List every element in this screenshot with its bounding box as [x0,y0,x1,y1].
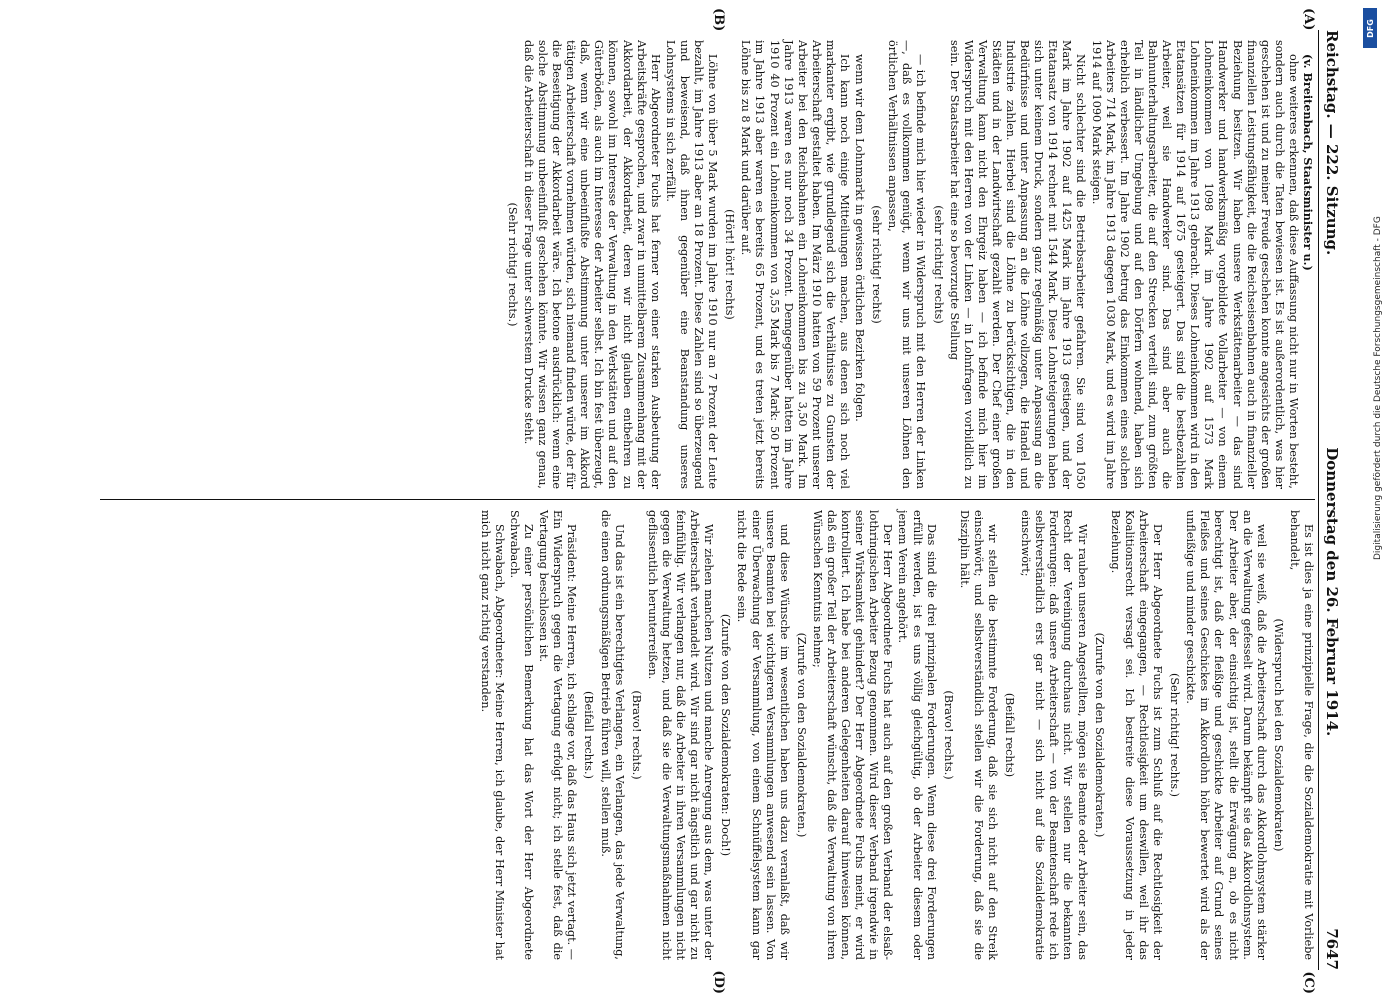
paragraph: — ich befinde mich hier wieder in Widerspruch mit den Herren der Linken —, daß es vollkommen genügt, wenn wir uns mit unseren Löhnen den örtlichen Verhältnissen anpassen, [886,40,928,489]
interjection: (sehr richtig! rechts) [931,205,945,324]
right-column [100,500,1316,994]
interjection: (Beifall rechts.) [582,691,596,779]
margin-mark-a: (A) [1301,8,1316,31]
paragraph: Ich kann noch einige Mitteilungen machen, aus denen sich noch viel markanter ergibt, wie grundlegend sich die Verhältnisse zu Gunsten der Arbeiterschaft gestaltet haben. Im März 1910 hatten von 59 Prozent unserer Arbeiter bei den Reichsbahnen ein Lohneinkommen bis zu 3,50 Mark. Im Jahre 1913 waren es nur noch 34 Prozent. Demgegenüber hatten im Jahre 1910 40 Prozent ein Lohneinkommen von 3,55 Mark bis 7 Mark: 50 Prozent im Jahre 1913 aber waren es bereits 65 Prozent, und es treten jetzt bereits Löhne bis zu 8 Mark und darüber auf. [739,40,851,489]
paragraph: Es ist dies ja eine prinzipielle Frage, die die Sozialdemokratie mit Vorliebe behandelt, [1287,510,1315,960]
interjection: (Hört! hört! rechts) [723,209,737,320]
paragraph: wenn wir dem Lohnmarkt in gewissen örtlichen Bezirken folgen. [853,54,867,422]
interjection: (Beifall rechts) [1003,692,1017,778]
interjection: (Widerspruch bei den Sozialdemokraten) [1271,618,1285,852]
margin-mark-d: (D) [711,970,726,994]
interjection: (Sehr richtig! rechts.) [1168,672,1182,798]
paragraph: ohne weiteres erkennen, daß diese Auffassung nicht nur in Worten besteht, sondern auch durch die Taten bewiesen ist. Es ist außerordentlich, was hier geschehen ist und zu meiner Freude geschehen konnte angesichts der großen finanziellen Leistungsfähigkeit, die die Reichseisenbahnen auch in finanzieller Beziehung besitzen. Wir haben unsere Werkstättenarbeiter — das sind Handwerker und handwerksmäßig vorgebildete Vollarbeiter — von einem Lohneinkommen von 1098 Mark im Jahre 1902 auf 1573 Mark Lohneinkommen im Jahre 1913 gebracht. Dieses Lohneinkommen wird in den Etatansätzen für 1914 auf 1675 gesteigert. Das sind die bestbezahlten Arbeiter, weil sie Handwerker sind. Das sind aber auch die Bahnunterhaltungsarbeiter, die auf den Strecken verteilt sind, zum größten Teil in ländlicher Umgebung und auf den Dörfern wohnend, haben sich erheblich verbessert. Im Jahre 1902 betrug das Einkommen eines solchen Arbeiters 714 Mark, im Jahre 1913 dagegen 1030 Mark, und es wird im Jahre 1914 auf 1090 Mark steigen. [1089,40,1300,489]
header-left [1323,30,1341,255]
interjection: (Zurufe von den Sozialdemokraten: Doch!) [719,613,733,857]
paragraph: Wir ziehen manchen Nutzen und manche Anregung aus dem, was unter der Arbeiterschaft verhandelt wird. Wir sind gar nicht ängstlich und gar nicht zu feinfühlig. Wir verlangen nur, daß die Arbeiter in ihren Versammlungen nicht gegen die Verwaltung hetzen, und daß sie die Verwaltungsmaßnahmen nicht geflissentlich herunterreißen. [645,510,716,960]
paragraph: weil sie weiß, daß die Arbeiterschaft durch das Akkordlohnsystem stärker an die Verwaltung gefesselt wird. Darum bekämpft sie das Akkordlohnsystem. Der Arbeiter aber, der einsichtig ist, stellt die Erwägung an, ob es nicht berechtigt ist, daß der fleißige und geschickte Arbeiter auf Grund seines Fleißes und seines Geschickes im Akkordlohn höher bewertet wird als der unfleißige und minder geschickte. [1184,510,1268,960]
interjection: (Zurufe von den Sozialdemokraten.) [1092,632,1106,838]
paragraph: Der Herr Abgeordnete Fuchs hat auch auf den großen Verband der elsaß-lothringischen Arbeiter Bezug genommen. Wird dieser Verband irgendwie in seiner Wirksamkeit gehindert? Der Herr Abgeordnete Fuchs meint, er wird kontrolliert. Ich habe bei anderen Gelegenheiten darauf hinweisen können, daß ein großer Teil der Arbeiterschaft wünscht, daß die Verwaltung von ihren Wünschen Kenntnis nehme; [810,510,895,960]
interjection: (Bravo! rechts.) [629,690,643,780]
interjection: (Bravo! rechts.) [941,690,955,780]
paragraph: Herr Abgeordneter Fuchs hat ferner von einer starken Ausbeutung der Arbeitskräfte gesprochen, und zwar in unmittelbarem Zusammenhang mit der Akkordarbeit, der Akkordarbeit, deren wir nicht glauben entbehren zu können, sowohl im Interesse der Verwaltung in den Werkstätten und auf den Güterböden, als auch im Interesse der Arbeiter selbst. Ich bin fest überzeugt, daß, wenn wir eine unbeeinflußte Abstimmung unter unserer im Akkord tätigen Arbeiterschaft vornehmen würden, sich niemand finden würde, der für die Beseitigung der Akkordarbeit wäre. Ich betone ausdrücklich: wenn eine solche Abstimmung unbeeinflußt geschehen könnte. Wir wissen ganz genau, daß die Arbeiterschaft in dieser Frage unter schwerstem Drucke steht. [521,40,662,489]
left-column [100,8,1316,500]
paragraph: Das sind die drei prinzipalen Forderungen. Wenn diese drei Forderungen erfüllt werden, ist es uns völlig gleichgültig, ob der Arbeiter diesem oder jenem Verein angehört. [896,510,938,960]
paragraph: Löhne von über 5 Mark wurden im Jahre 1910 nur an 7 Prozent der Leute bezahlt, im Jahre 1913 aber an 18 Prozent. Diese Zahlen sind so überzeugend und beweisend, daß ihnen gegenüber eine Beanstandung unseres Lohnsystems in sich zerfällt. [663,40,720,489]
paragraph: Der Herr Abgeordnete Fuchs ist zum Schluß auf die Rechtlosigkeit der Arbeiterschaft eingegangen, — Rechtlosigkeit um deswillen, weil ihr das Koalitionsrecht versagt sei. Ich bestreite diese Voraussetzung in jeder Beziehung. [1108,510,1165,960]
interjection: (Zurufe von den Sozialdemokraten.) [794,632,808,838]
running-title: Reichstag. — 222. Sitzung. [1323,30,1341,256]
margin-mark-b: (B) [711,8,726,32]
text-columns [100,8,1316,994]
interjection: (sehr richtig! rechts) [870,205,884,324]
paragraph: Und das ist ein berechtigtes Verlangen, ein Verlangen, das jede Verwaltung, die einen ordnungsmäßigen Betrieb führen will, stellen muß. [598,510,626,960]
session-date: Donnerstag den 26. Februar 1914. [1323,447,1341,737]
paragraph: Wir rauben unseren Angestellten, mögen sie Beamte oder Arbeiter sein, das Recht der Vereinigung durchaus nicht. Wir stellen nur die bekannten Forderungen: daß unsere Arbeiterschaft — von der Beamtenschaft rede ich selbstverständlich erst gar nicht — sich nicht auf die Sozialdemokratie einschwört; [1019,510,1089,960]
speaker-attribution: (v. Breitenbach, Staatsminister u.) [1301,54,1315,271]
rotated-page-content [95,8,1345,994]
paragraph: wir stellen die bestimmte Forderung, daß sie sich nicht auf den Streik einschwört; und selbstverständlich stellen wir die Forderung, daß sie die Disziplin hält. [957,510,1000,960]
margin-mark-c: (C) [1301,971,1316,994]
paragraph: und diese Wünsche im wesentlichen haben uns dazu veranlaßt, daß wir unsere Beamten bei wichtigeren Versammlungen anwesend sein lassen. Von einer Überwachung der Versammlung, von einem Schnüffelsystem kann gar nicht die Rede sein. [735,510,791,960]
paragraph: Nicht schlechter sind die Betriebsarbeiter gefahren. Sie sind von 1050 Mark im Jahre 1902 auf 1425 Mark im Jahre 1913 gestiegen, und der Etatansatz von 1914 rechnet mit 1544 Mark. Diese Lohnsteigerungen haben sich unter keinem Druck, sondern ganz regelmäßig unter Anpassung an die Bedürfnisse und unter Anpassung an die Löhne vollzogen, die Handel und Industrie zahlen. Hierbei sind die Löhne zu berücksichtigen, die in den Städten und in der Landwirtschaft gezahlt werden. Der Chef einer großen Verwaltung kann nicht den Ehrgeiz haben — ich befinde mich hier im Widerspruch mit den Herren von der Linken — in Lohnfragen vorbildlich zu sein. Der Staatsarbeiter hat eine so bevorzugte Stellung [947,40,1088,489]
digitization-credit [1353,0,1383,1000]
page-number: 7647 [1323,928,1341,970]
dfg-logo: DFG [1363,8,1377,48]
paragraph: Präsident: Meine Herren, ich schlage vor, daß das Haus sich jetzt vertagt. — Ein Widerspruch gegen die Vertagung erfolgt nicht; ich stelle fest, daß die Vertagung beschlossen ist. [537,510,579,960]
paragraph: Schwabach, Abgeordneter: Meine Herren, ich glaube, der Herr Minister hat mich nicht ganz richtig verstanden. [478,510,506,960]
paragraph: Zu einer persönlichen Bemerkung hat das Wort der Herr Abgeordnete Schwabach. [508,510,536,960]
interjection: (Sehr richtig! rechts.) [505,202,519,327]
page-header [1318,30,1345,970]
credit-text: Digitalisierung gefördert durch die Deutsche Forschungsgemeinschaft - DFG [1373,216,1383,560]
